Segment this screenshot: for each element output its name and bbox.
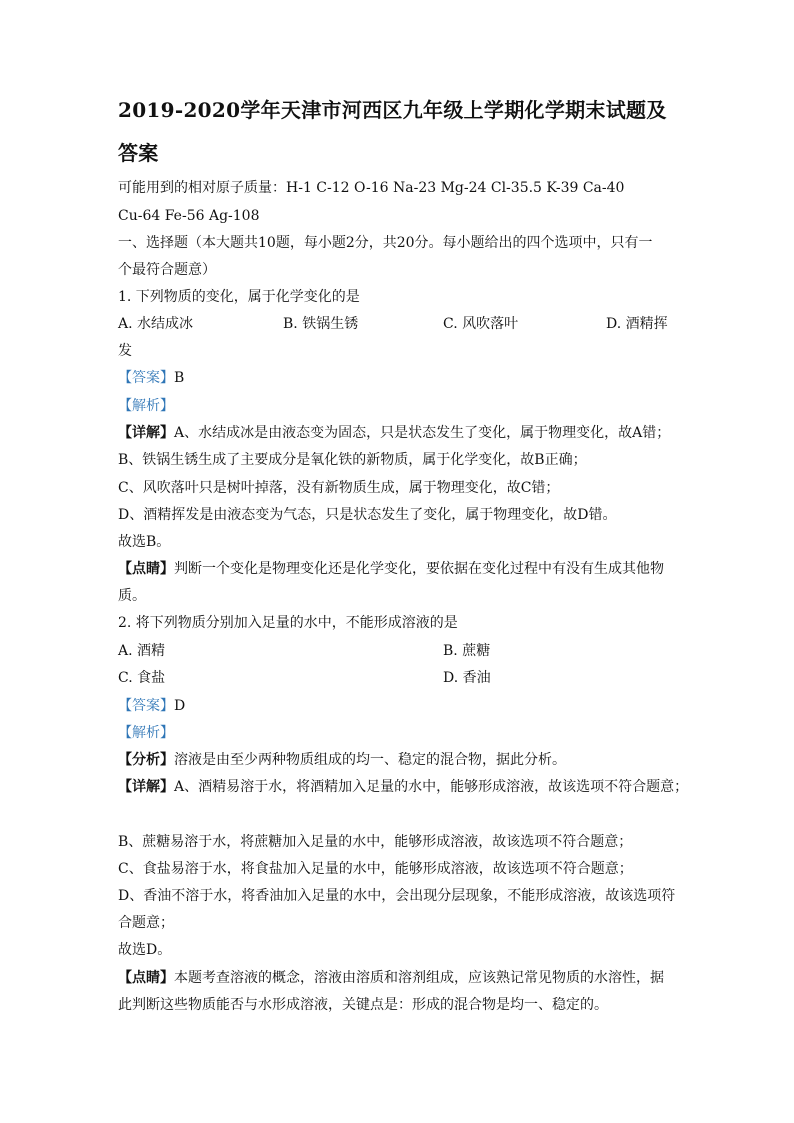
q2-detail-a [118, 778, 688, 796]
q1-option-a: A. 水结成冰 [118, 316, 194, 332]
comment-label: 【点睛】 [118, 561, 174, 577]
section-heading-line2: 个最符合题意） [118, 262, 216, 278]
detail-text: A、酒精易溶于水，将酒精加入足量的水中，能够形成溶液，故该选项不符合题意； [174, 779, 689, 795]
q1-answer [118, 369, 184, 387]
q1-option-d: D. 酒精挥 [606, 316, 668, 332]
answer-value: D [174, 698, 186, 714]
comment-text: 本题考查溶液的概念，溶液由溶质和溶剂组成，应该熟记常见物质的水溶性，据 [174, 970, 664, 986]
answer-label: 【答案】 [118, 370, 174, 386]
q1-detail-d: D、酒精挥发是由液态变为气态，只是状态发生了变化，属于物理变化，故D错。 [118, 507, 617, 523]
comment-label: 【点睛】 [118, 970, 174, 986]
q1-detail-c: C、风吹落叶只是树叶掉落，没有新物质生成，属于物理变化，故C错； [118, 480, 560, 496]
q1-comment-line1 [118, 560, 664, 578]
q2-option-c: C. 食盐 [118, 670, 166, 686]
q2-answer [118, 697, 185, 715]
q1-options [118, 315, 678, 333]
q1-detail-a [118, 424, 670, 442]
q2-option-a: A. 酒精 [118, 643, 166, 659]
answer-value: B [174, 370, 185, 386]
atomic-mass-line1: 可能用到的相对原子质量：H-1 C-12 O-16 Na-23 Mg-24 Cl-35.5 K-39 Ca-40 [118, 180, 625, 196]
atomic-mass-line2: Cu-64 Fe-56 Ag-108 [118, 208, 260, 224]
detail-label: 【详解】 [118, 779, 174, 795]
q1-detail-b: B、铁锅生锈生成了主要成分是氧化铁的新物质，属于化学变化，故B正确； [118, 452, 587, 468]
q1-analysis-label: 【解析】 [118, 398, 174, 414]
answer-label: 【答案】 [118, 698, 174, 714]
q2-breakdown [118, 751, 566, 769]
breakdown-label: 【分析】 [118, 752, 174, 768]
q1-stem: 1. 下列物质的变化，属于化学变化的是 [118, 289, 360, 305]
q2-comment-line2: 此判断这些物质能否与水形成溶液，关键点是：形成的混合物是均一、稳定的。 [118, 997, 608, 1013]
breakdown-text: 溶液是由至少两种物质组成的均一、稳定的混合物，据此分析。 [174, 752, 566, 768]
q1-conclusion: 故选B。 [118, 534, 171, 550]
q1-option-wrap: 发 [118, 343, 132, 359]
q2-option-d: D. 香油 [443, 670, 491, 686]
doc-title-line1: 2019-2020学年天津市河西区九年级上学期化学期末试题及 [118, 98, 667, 122]
q2-comment-line1 [118, 969, 664, 987]
q2-detail-d-line2: 合题意； [118, 915, 174, 931]
section-heading-line1: 一、选择题（本大题共10题，每小题2分，共20分。每小题给出的四个选项中，只有一 [118, 235, 653, 251]
q2-detail-b: B、蔗糖易溶于水，将蔗糖加入足量的水中，能够形成溶液，故该选项不符合题意； [118, 834, 633, 850]
q2-conclusion: 故选D。 [118, 942, 172, 958]
q2-detail-c: C、食盐易溶于水，将食盐加入足量的水中，能够形成溶液，故该选项不符合题意； [118, 861, 633, 877]
q2-detail-d-line1: D、香油不溶于水，将香油加入足量的水中，会出现分层现象，不能形成溶液，故该选项符 [118, 888, 676, 904]
q1-option-b: B. 铁锅生锈 [283, 316, 359, 332]
comment-text: 判断一个变化是物理变化还是化学变化，要依据在变化过程中有没有生成其他物 [174, 561, 664, 577]
q1-option-c: C. 风吹落叶 [443, 316, 519, 332]
doc-title-line2: 答案 [118, 141, 159, 165]
q2-option-b: B. 蔗糖 [443, 643, 491, 659]
q2-analysis-label: 【解析】 [118, 725, 174, 741]
q2-stem: 2. 将下列物质分别加入足量的水中，不能形成溶液的是 [118, 615, 458, 631]
detail-text: A、水结成冰是由液态变为固态，只是状态发生了变化，属于物理变化，故A错； [174, 425, 671, 441]
q1-comment-line2: 质。 [118, 588, 146, 604]
detail-label: 【详解】 [118, 425, 174, 441]
